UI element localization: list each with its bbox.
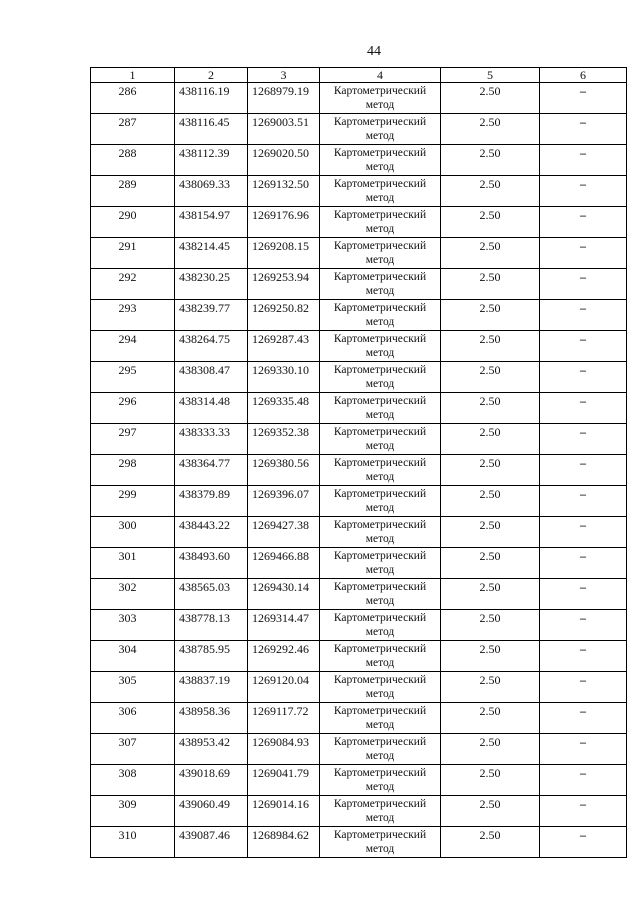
y-coordinate-cell: 1269430.14 [248,579,320,610]
point-number-cell: 289 [91,176,175,207]
y-coordinate-cell: 1269352.38 [248,424,320,455]
x-coordinate-cell: 438116.45 [175,114,248,145]
table-row [91,765,627,796]
point-number-cell: 286 [91,83,175,114]
accuracy-cell: 2.50 [441,207,540,238]
point-number-cell: 297 [91,424,175,455]
point-number-cell: 299 [91,486,175,517]
x-coordinate-cell: 438116.19 [175,83,248,114]
point-number-cell: 303 [91,610,175,641]
method-cell: Картометрический метод [320,114,441,145]
x-coordinate-cell: 438364.77 [175,455,248,486]
x-coordinate-cell: 438154.97 [175,207,248,238]
note-cell: – [540,486,627,517]
column-header: 2 [175,68,248,83]
table-row [91,207,627,238]
note-cell: – [540,703,627,734]
accuracy-cell: 2.50 [441,362,540,393]
accuracy-cell: 2.50 [441,269,540,300]
x-coordinate-cell: 438230.25 [175,269,248,300]
point-number-cell: 294 [91,331,175,362]
method-cell: Картометрический метод [320,796,441,827]
point-number-cell: 291 [91,238,175,269]
point-number-cell: 309 [91,796,175,827]
column-header: 6 [540,68,627,83]
y-coordinate-cell: 1269132.50 [248,176,320,207]
note-cell: – [540,269,627,300]
y-coordinate-cell: 1269380.56 [248,455,320,486]
table-row [91,114,627,145]
note-cell: – [540,424,627,455]
table-row [91,300,627,331]
column-header: 5 [441,68,540,83]
y-coordinate-cell: 1269014.16 [248,796,320,827]
table-row [91,269,627,300]
accuracy-cell: 2.50 [441,424,540,455]
y-coordinate-cell: 1269314.47 [248,610,320,641]
method-cell: Картометрический метод [320,827,441,858]
note-cell: – [540,734,627,765]
note-cell: – [540,765,627,796]
x-coordinate-cell: 438214.45 [175,238,248,269]
point-number-cell: 305 [91,672,175,703]
point-number-cell: 301 [91,548,175,579]
table-row [91,145,627,176]
y-coordinate-cell: 1268979.19 [248,83,320,114]
method-cell: Картометрический метод [320,610,441,641]
x-coordinate-cell: 438493.60 [175,548,248,579]
method-cell: Картометрический метод [320,331,441,362]
y-coordinate-cell: 1269427.38 [248,517,320,548]
x-coordinate-cell: 438565.03 [175,579,248,610]
table-row [91,393,627,424]
method-cell: Картометрический метод [320,300,441,331]
accuracy-cell: 2.50 [441,610,540,641]
note-cell: – [540,455,627,486]
accuracy-cell: 2.50 [441,548,540,579]
method-cell: Картометрический метод [320,765,441,796]
point-number-cell: 308 [91,765,175,796]
x-coordinate-cell: 438953.42 [175,734,248,765]
method-cell: Картометрический метод [320,486,441,517]
accuracy-cell: 2.50 [441,672,540,703]
page-number: 44 [367,44,381,59]
method-cell: Картометрический метод [320,517,441,548]
table-row [91,331,627,362]
x-coordinate-cell: 438333.33 [175,424,248,455]
table-row [91,703,627,734]
point-number-cell: 310 [91,827,175,858]
note-cell: – [540,796,627,827]
y-coordinate-cell: 1269335.48 [248,393,320,424]
note-cell: – [540,362,627,393]
accuracy-cell: 2.50 [441,796,540,827]
accuracy-cell: 2.50 [441,517,540,548]
method-cell: Картометрический метод [320,703,441,734]
accuracy-cell: 2.50 [441,145,540,176]
accuracy-cell: 2.50 [441,176,540,207]
note-cell: – [540,300,627,331]
y-coordinate-cell: 1269084.93 [248,734,320,765]
method-cell: Картометрический метод [320,362,441,393]
note-cell: – [540,114,627,145]
accuracy-cell: 2.50 [441,641,540,672]
x-coordinate-cell: 439087.46 [175,827,248,858]
note-cell: – [540,827,627,858]
y-coordinate-cell: 1269253.94 [248,269,320,300]
column-header: 3 [248,68,320,83]
note-cell: – [540,176,627,207]
y-coordinate-cell: 1269003.51 [248,114,320,145]
y-coordinate-cell: 1269250.82 [248,300,320,331]
x-coordinate-cell: 438837.19 [175,672,248,703]
accuracy-cell: 2.50 [441,83,540,114]
accuracy-cell: 2.50 [441,579,540,610]
y-coordinate-cell: 1269120.04 [248,672,320,703]
note-cell: – [540,517,627,548]
table-row [91,362,627,393]
point-number-cell: 300 [91,517,175,548]
method-cell: Картометрический метод [320,269,441,300]
method-cell: Картометрический метод [320,455,441,486]
point-number-cell: 306 [91,703,175,734]
accuracy-cell: 2.50 [441,331,540,362]
y-coordinate-cell: 1269330.10 [248,362,320,393]
point-number-cell: 292 [91,269,175,300]
accuracy-cell: 2.50 [441,827,540,858]
table-row [91,176,627,207]
point-number-cell: 295 [91,362,175,393]
accuracy-cell: 2.50 [441,300,540,331]
column-header: 1 [91,68,175,83]
note-cell: – [540,579,627,610]
point-number-cell: 293 [91,300,175,331]
table-row [91,424,627,455]
point-number-cell: 296 [91,393,175,424]
accuracy-cell: 2.50 [441,486,540,517]
method-cell: Картометрический метод [320,734,441,765]
accuracy-cell: 2.50 [441,703,540,734]
y-coordinate-cell: 1269041.79 [248,765,320,796]
note-cell: – [540,672,627,703]
accuracy-cell: 2.50 [441,393,540,424]
x-coordinate-cell: 439018.69 [175,765,248,796]
table-row [91,796,627,827]
y-coordinate-cell: 1269466.88 [248,548,320,579]
method-cell: Картометрический метод [320,83,441,114]
method-cell: Картометрический метод [320,176,441,207]
method-cell: Картометрический метод [320,238,441,269]
note-cell: – [540,393,627,424]
x-coordinate-cell: 438239.77 [175,300,248,331]
point-number-cell: 302 [91,579,175,610]
note-cell: – [540,548,627,579]
note-cell: – [540,238,627,269]
point-number-cell: 304 [91,641,175,672]
y-coordinate-cell: 1269208.15 [248,238,320,269]
note-cell: – [540,145,627,176]
table-row [91,83,627,114]
accuracy-cell: 2.50 [441,455,540,486]
x-coordinate-cell: 438308.47 [175,362,248,393]
x-coordinate-cell: 438958.36 [175,703,248,734]
table-row [91,517,627,548]
x-coordinate-cell: 438314.48 [175,393,248,424]
method-cell: Картометрический метод [320,579,441,610]
accuracy-cell: 2.50 [441,734,540,765]
x-coordinate-cell: 438379.89 [175,486,248,517]
table-row [91,455,627,486]
column-header: 4 [320,68,441,83]
method-cell: Картометрический метод [320,641,441,672]
x-coordinate-cell: 439060.49 [175,796,248,827]
table-row [91,486,627,517]
header-row [91,68,627,83]
table-row [91,734,627,765]
method-cell: Картометрический метод [320,672,441,703]
point-number-cell: 290 [91,207,175,238]
x-coordinate-cell: 438112.39 [175,145,248,176]
table-row [91,610,627,641]
x-coordinate-cell: 438069.33 [175,176,248,207]
accuracy-cell: 2.50 [441,114,540,145]
y-coordinate-cell: 1269396.07 [248,486,320,517]
y-coordinate-cell: 1269117.72 [248,703,320,734]
point-number-cell: 298 [91,455,175,486]
table-row [91,238,627,269]
x-coordinate-cell: 438778.13 [175,610,248,641]
y-coordinate-cell: 1269020.50 [248,145,320,176]
accuracy-cell: 2.50 [441,765,540,796]
point-number-cell: 307 [91,734,175,765]
note-cell: – [540,331,627,362]
table-row [91,641,627,672]
method-cell: Картометрический метод [320,207,441,238]
method-cell: Картометрический метод [320,393,441,424]
method-cell: Картометрический метод [320,424,441,455]
point-number-cell: 287 [91,114,175,145]
method-cell: Картометрический метод [320,145,441,176]
note-cell: – [540,610,627,641]
y-coordinate-cell: 1269287.43 [248,331,320,362]
table-row [91,672,627,703]
y-coordinate-cell: 1269176.96 [248,207,320,238]
note-cell: – [540,83,627,114]
coordinates-table [90,67,627,858]
table-row [91,579,627,610]
table-row [91,827,627,858]
note-cell: – [540,641,627,672]
accuracy-cell: 2.50 [441,238,540,269]
y-coordinate-cell: 1268984.62 [248,827,320,858]
y-coordinate-cell: 1269292.46 [248,641,320,672]
method-cell: Картометрический метод [320,548,441,579]
x-coordinate-cell: 438443.22 [175,517,248,548]
table-row [91,548,627,579]
x-coordinate-cell: 438264.75 [175,331,248,362]
x-coordinate-cell: 438785.95 [175,641,248,672]
note-cell: – [540,207,627,238]
point-number-cell: 288 [91,145,175,176]
